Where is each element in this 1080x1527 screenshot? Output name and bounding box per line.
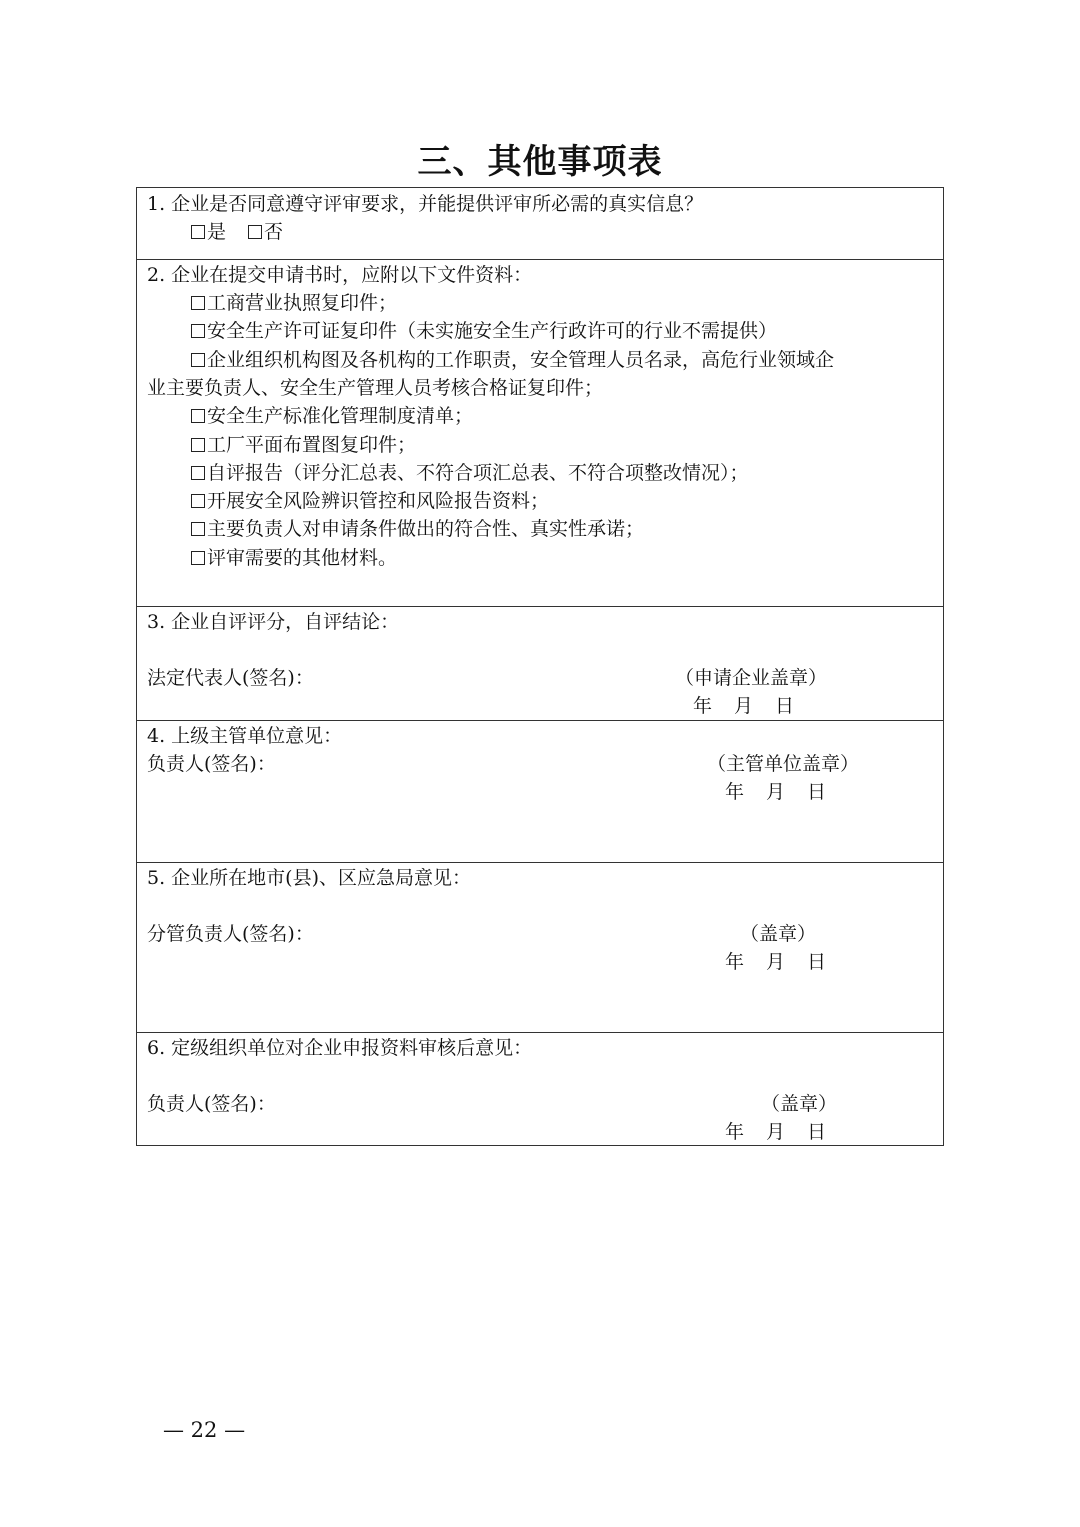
checkbox[interactable] [191, 438, 205, 452]
doc-item-label: 自评报告（评分汇总表、不符合项汇总表、不符合项整改情况）； [207, 462, 749, 484]
page-number: — 22 — [163, 1418, 246, 1442]
section-consent [137, 188, 943, 259]
checkbox[interactable] [191, 409, 205, 423]
checkbox[interactable] [191, 296, 205, 310]
date-line [725, 1118, 826, 1146]
doc-item-label: 工厂平面布置图复印件； [207, 434, 417, 456]
option-yes[interactable] [191, 218, 226, 246]
date-line [693, 692, 794, 720]
doc-item [191, 431, 416, 459]
section-heading: 6. 定级组织单位对企业申报资料审核后意见： [147, 1037, 533, 1059]
signature-label: 法定代表人(签名)： [147, 667, 314, 689]
doc-item [191, 346, 834, 374]
signature-label: 分管负责人(签名)： [147, 923, 314, 945]
doc-item [191, 487, 549, 515]
option-no[interactable] [248, 218, 283, 246]
doc-item-label: 安全生产标准化管理制度清单； [207, 405, 474, 427]
doc-item-continuation: 业主要负责人、安全生产管理人员考核合格证复印件； [147, 377, 604, 399]
section-heading: 5. 企业所在地市(县)、区应急局意见： [147, 867, 471, 889]
question-text: 1. 企业是否同意遵守评审要求，并能提供评审所必需的真实信息？ [147, 193, 704, 215]
stamp-label: （盖章） [761, 1093, 838, 1115]
section-heading: 3. 企业自评评分，自评结论： [147, 611, 400, 633]
date-month: 月 [734, 695, 754, 717]
stamp-label: （申请企业盖章） [675, 667, 828, 689]
stamp-label: （盖章） [740, 923, 817, 945]
doc-item [191, 515, 644, 543]
stamp-label: （主管单位盖章） [707, 753, 860, 775]
date-year: 年 [693, 695, 713, 717]
section-supervisor-opinion [137, 720, 943, 862]
section-grading-org-opinion [137, 1032, 943, 1145]
doc-item-label: 评审需要的其他材料。 [207, 547, 398, 569]
signature-label: 负责人(签名)： [147, 1093, 276, 1115]
doc-item [191, 402, 473, 430]
doc-item-label: 开展安全风险辨识管控和风险报告资料； [207, 490, 550, 512]
checkbox[interactable] [191, 522, 205, 536]
date-month: 月 [766, 781, 786, 803]
date-day: 日 [775, 695, 795, 717]
checkbox[interactable] [191, 466, 205, 480]
doc-item-label: 安全生产许可证复印件（未实施安全生产行政许可的行业不需提供） [207, 320, 778, 342]
doc-item-label: 企业组织机构图及各机构的工作职责，安全管理人员名录，高危行业领域企 [207, 349, 835, 371]
section-heading: 4. 上级主管单位意见： [147, 725, 343, 747]
option-no-label: 否 [264, 221, 284, 243]
consent-options [191, 218, 305, 246]
signature-label: 负责人(签名)： [147, 753, 276, 775]
date-line [725, 948, 826, 976]
form-table [136, 187, 944, 1146]
date-line [725, 778, 826, 806]
option-yes-label: 是 [207, 221, 227, 243]
section-heading: 2. 企业在提交申请书时，应附以下文件资料： [147, 264, 533, 286]
checkbox[interactable] [191, 324, 205, 338]
checkbox[interactable] [191, 551, 205, 565]
doc-item [191, 544, 397, 572]
date-year: 年 [725, 951, 745, 973]
date-day: 日 [807, 951, 827, 973]
checkbox[interactable] [191, 494, 205, 508]
checkbox[interactable] [191, 353, 205, 367]
date-day: 日 [807, 781, 827, 803]
section-emergency-bureau-opinion [137, 862, 943, 1032]
date-year: 年 [725, 1121, 745, 1143]
page-title: 三、其他事项表 [417, 142, 663, 182]
section-documents [137, 259, 943, 606]
section-self-evaluation [137, 606, 943, 720]
doc-item-label: 工商营业执照复印件； [207, 292, 398, 314]
doc-item [191, 459, 749, 487]
checkbox-yes[interactable] [191, 225, 205, 239]
doc-item [191, 317, 777, 345]
date-month: 月 [766, 1121, 786, 1143]
date-day: 日 [807, 1121, 827, 1143]
date-month: 月 [766, 951, 786, 973]
doc-item [191, 289, 397, 317]
date-year: 年 [725, 781, 745, 803]
doc-item-label: 主要负责人对申请条件做出的符合性、真实性承诺； [207, 518, 645, 540]
checkbox-no[interactable] [248, 225, 262, 239]
